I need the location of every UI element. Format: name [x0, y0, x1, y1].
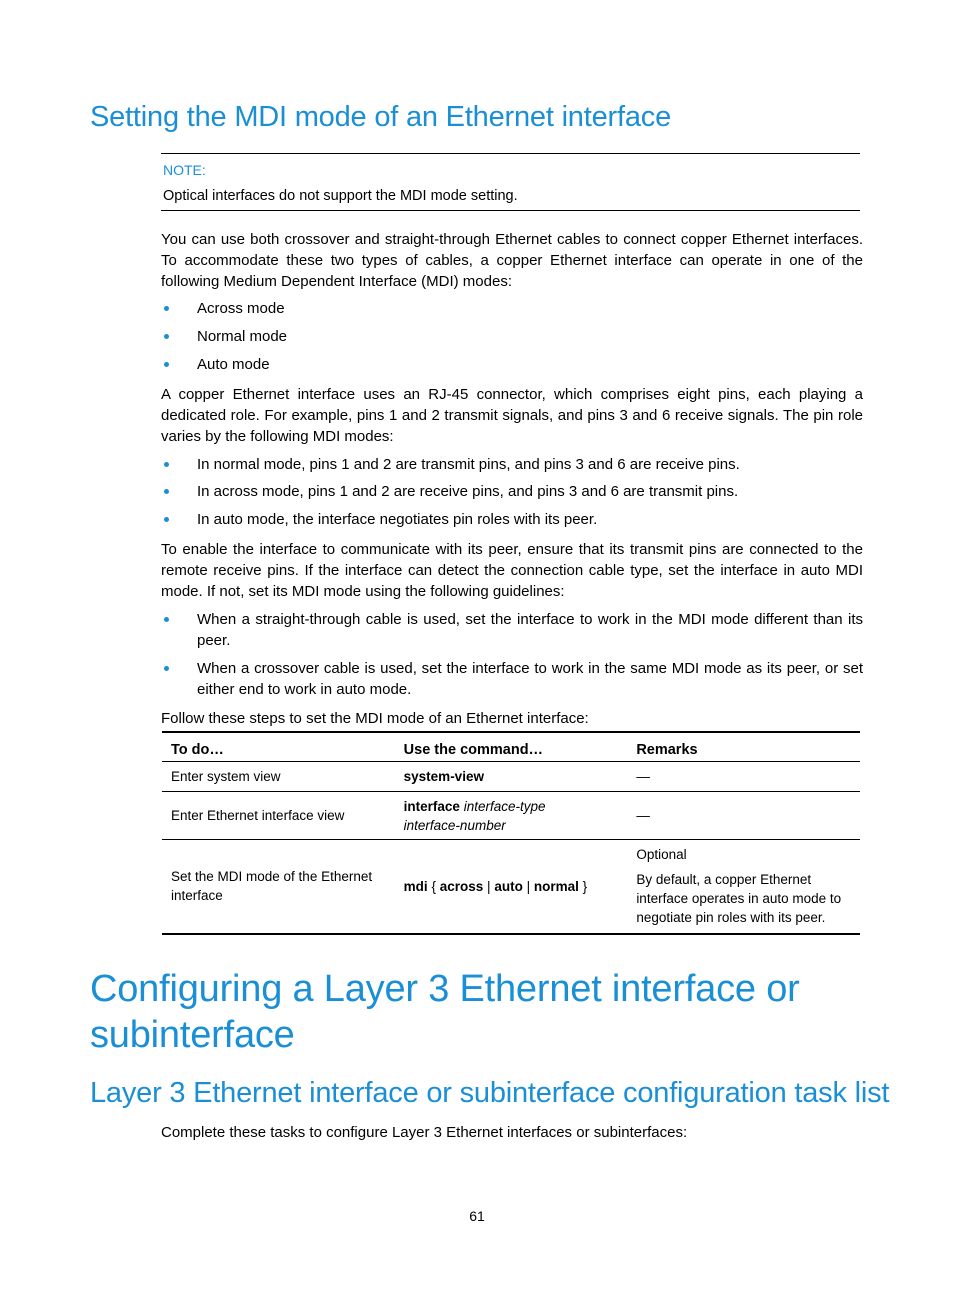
chapter-title-line1: Configuring a Layer 3 Ethernet interface or — [90, 968, 800, 1010]
cell-todo: Set the MDI mode of the Ethernet interface — [162, 840, 395, 934]
section-title-mdi: Setting the MDI mode of an Ethernet interface — [90, 101, 671, 133]
bullet-icon — [164, 362, 169, 367]
bullet-icon — [164, 462, 169, 467]
chapter-title-line2: subinterface — [90, 1014, 295, 1056]
cell-todo: Enter system view — [162, 762, 395, 792]
bullet-icon — [164, 617, 169, 622]
page-number: 61 — [469, 1208, 485, 1224]
steps-intro: Follow these steps to set the MDI mode of an Ethernet interface: — [161, 710, 589, 727]
column-header-command: Use the command… — [395, 732, 628, 762]
remark-default: By default, a copper Ethernet interface operates in auto mode to negotiate pin roles with its peer. — [636, 872, 842, 926]
list-item: Auto mode — [161, 354, 863, 375]
command-table — [162, 731, 860, 935]
cell-remark: — — [627, 762, 860, 792]
column-header-remarks: Remarks — [627, 732, 860, 762]
mdi-modes-list — [161, 298, 863, 375]
list-item: Normal mode — [161, 326, 863, 347]
list-item: In across mode, pins 1 and 2 are receive pins, and pins 3 and 6 are transmit pins. — [161, 481, 863, 502]
table-row — [162, 762, 860, 792]
list-item: When a straight-through cable is used, set the interface to work in the MDI mode different than its peer. — [161, 609, 863, 651]
pins-paragraph: A copper Ethernet interface uses an RJ-45 connector, which comprises eight pins, each playing a dedicated role. For example, pins 1 and 2 transmit signals, and pins 3 and 6 receive signals. The pin role varies by the following MDI modes: — [161, 386, 863, 445]
list-item: When a crossover cable is used, set the interface to work in the same MDI mode as its peer, or set either end to work in auto mode. — [161, 658, 863, 700]
cell-command: interface interface-type interface-number — [395, 792, 628, 840]
bullet-icon — [164, 517, 169, 522]
bullet-icon — [164, 334, 169, 339]
chapter-title — [90, 966, 800, 1058]
cell-command: system-view — [395, 762, 628, 792]
bullet-icon — [164, 489, 169, 494]
table-header-row — [162, 732, 860, 762]
cell-todo: Enter Ethernet interface view — [162, 792, 395, 840]
table-row — [162, 840, 860, 934]
intro-paragraph: You can use both crossover and straight-through Ethernet cables to connect copper Ethernet interfaces. To accommodate these two types of cables, a copper Ethernet interface can operate in one of the following Medium Dependent Interface (MDI) modes: — [161, 231, 863, 290]
list-item: Across mode — [161, 298, 863, 319]
remark-optional: Optional — [636, 847, 687, 863]
note-text: Optical interfaces do not support the MDI mode setting. — [163, 188, 518, 204]
list-item: In auto mode, the interface negotiates pin roles with its peer. — [161, 509, 863, 530]
task-list-intro: Complete these tasks to configure Layer 3 Ethernet interfaces or subinterfaces: — [161, 1124, 688, 1141]
enable-paragraph: To enable the interface to communicate with its peer, ensure that its transmit pins are connected to the remote receive pins. If the interface can detect the connection cable type, set the interface in auto MDI mode. If not, set its MDI mode using the following guidelines: — [161, 541, 863, 600]
bullet-icon — [164, 666, 169, 671]
list-item: In normal mode, pins 1 and 2 are transmit pins, and pins 3 and 6 are receive pins. — [161, 454, 863, 475]
cell-remark: — — [627, 792, 860, 840]
bullet-icon — [164, 306, 169, 311]
cell-remark — [627, 840, 860, 934]
section-title-task-list: Layer 3 Ethernet interface or subinterface configuration task list — [90, 1077, 890, 1109]
pin-roles-list — [161, 454, 863, 530]
guidelines-list — [161, 609, 863, 700]
cell-command: mdi { across | auto | normal } — [395, 840, 628, 934]
note-box — [161, 153, 860, 211]
note-label: NOTE: — [163, 162, 206, 178]
table-row — [162, 792, 860, 840]
column-header-todo: To do… — [162, 732, 395, 762]
